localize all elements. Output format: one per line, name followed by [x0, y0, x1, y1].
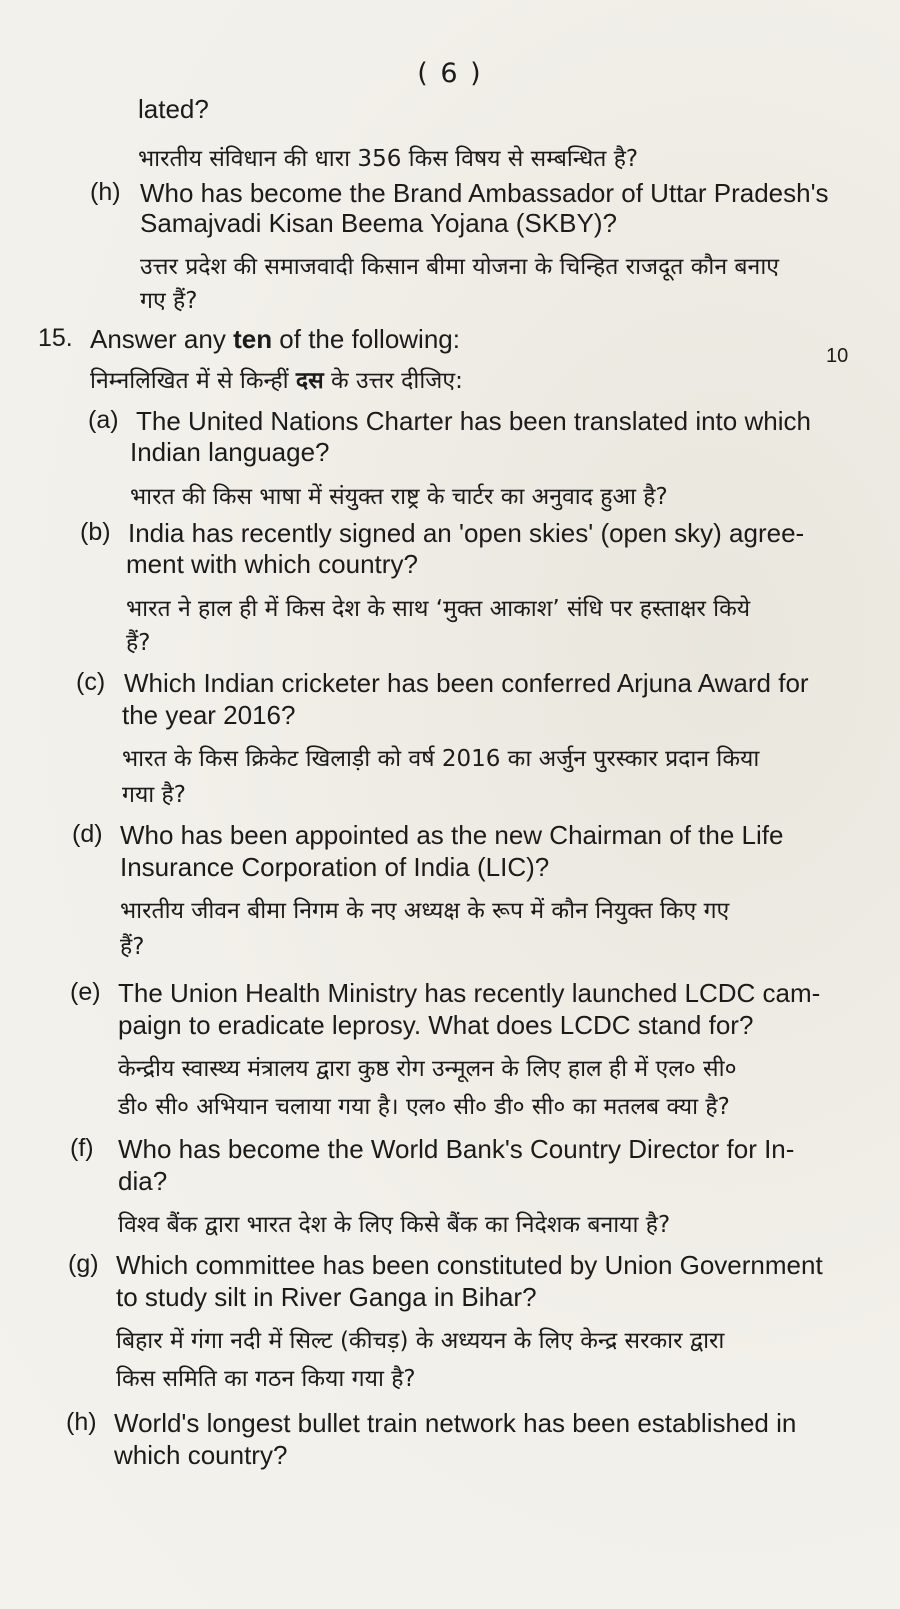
question-h-prev-hindi-1: उत्तर प्रदेश की समाजवादी किसान बीमा योजना के चिन्हित राजदूत कौन बनाए	[140, 254, 779, 280]
page-number: ( 6 )	[417, 58, 483, 89]
question-h-text-2: which country?	[114, 1440, 288, 1470]
question-f-text-2: dia?	[118, 1166, 168, 1196]
question-label-c: (c)	[76, 668, 106, 696]
question-d-hindi-2: हैं?	[120, 934, 145, 960]
question-d-text-2: Insurance Corporation of India (LIC)?	[120, 852, 550, 882]
question-a-text-1: The United Nations Charter has been translated into which	[136, 406, 811, 436]
prev-question-hindi: भारतीय संविधान की धारा 356 किस विषय से सम्बन्धित है?	[138, 146, 639, 172]
prev-question-continuation: lated?	[138, 94, 209, 124]
question-b-hindi-1: भारत ने हाल ही में किस देश के साथ ‘मुक्त आकाश’ संधि पर हस्ताक्षर किये	[126, 596, 751, 622]
question-g-text-1: Which committee has been constituted by Union Government	[116, 1250, 823, 1280]
question-e-text-2: paign to eradicate leprosy. What does LCDC stand for?	[118, 1010, 754, 1040]
question-h-prev-text-2: Samajvadi Kisan Beema Yojana (SKBY)?	[140, 208, 617, 238]
question-label-a: (a)	[88, 406, 119, 434]
question-b-hindi-2: हैं?	[126, 630, 151, 656]
question-15-prompt: Answer any ten of the following:	[90, 324, 460, 354]
marks-value: 10	[826, 345, 849, 367]
question-g-hindi-1: बिहार में गंगा नदी में सिल्ट (कीचड़) के अध्ययन के लिए केन्द्र सरकार द्वारा	[116, 1328, 725, 1354]
question-d-text-1: Who has been appointed as the new Chairman of the Life	[120, 820, 784, 850]
question-e-text-1: The Union Health Ministry has recently launched LCDC cam-	[118, 978, 821, 1008]
question-d-hindi-1: भारतीय जीवन बीमा निगम के नए अध्यक्ष के रूप में कौन नियुक्त किए गए	[120, 898, 730, 924]
question-c-hindi-2: गया है?	[122, 782, 186, 808]
question-label-b: (b)	[80, 518, 111, 546]
question-label-g: (g)	[68, 1250, 99, 1278]
question-b-text-1: India has recently signed an 'open skies' (open sky) agree-	[128, 518, 805, 548]
question-h-text-1: World's longest bullet train network has been established in	[114, 1408, 797, 1438]
question-b-text-2: ment with which country?	[126, 549, 418, 579]
question-a-text-2: Indian language?	[130, 437, 330, 467]
question-label-h-prev: (h)	[90, 178, 121, 206]
question-c-text-1: Which Indian cricketer has been conferred Arjuna Award for	[124, 668, 809, 698]
question-number: 15.	[38, 324, 73, 352]
question-f-text-1: Who has become the World Bank's Country Director for In-	[118, 1134, 795, 1164]
question-15-prompt-hindi: निम्नलिखित में से किन्हीं दस के उत्तर दीजिए:	[90, 368, 463, 394]
question-a-hindi: भारत की किस भाषा में संयुक्त राष्ट्र के चार्टर का अनुवाद हुआ है?	[130, 484, 668, 510]
question-label-h: (h)	[66, 1408, 97, 1436]
question-g-hindi-2: किस समिति का गठन किया गया है?	[116, 1366, 416, 1392]
question-e-hindi-2: डी० सी० अभियान चलाया गया है। एल० सी० डी० सी० का मतलब क्या है?	[118, 1094, 730, 1120]
question-e-hindi-1: केन्द्रीय स्वास्थ्य मंत्रालय द्वारा कुष्ठ रोग उन्मूलन के लिए हाल ही में एल० सी०	[118, 1056, 737, 1082]
question-g-text-2: to study silt in River Ganga in Bihar?	[116, 1282, 537, 1312]
question-label-e: (e)	[70, 978, 101, 1006]
question-h-prev-hindi-2: गए हैं?	[140, 288, 198, 314]
question-c-text-2: the year 2016?	[122, 700, 296, 730]
question-label-f: (f)	[70, 1134, 94, 1162]
question-c-hindi-1: भारत के किस क्रिकेट खिलाड़ी को वर्ष 2016 का अर्जुन पुरस्कार प्रदान किया	[122, 746, 760, 772]
question-h-prev-text-1: Who has become the Brand Ambassador of Uttar Pradesh's	[140, 178, 829, 208]
question-label-d: (d)	[72, 820, 103, 848]
question-f-hindi: विश्व बैंक द्वारा भारत देश के लिए किसे बैंक का निदेशक बनाया है?	[118, 1212, 671, 1238]
